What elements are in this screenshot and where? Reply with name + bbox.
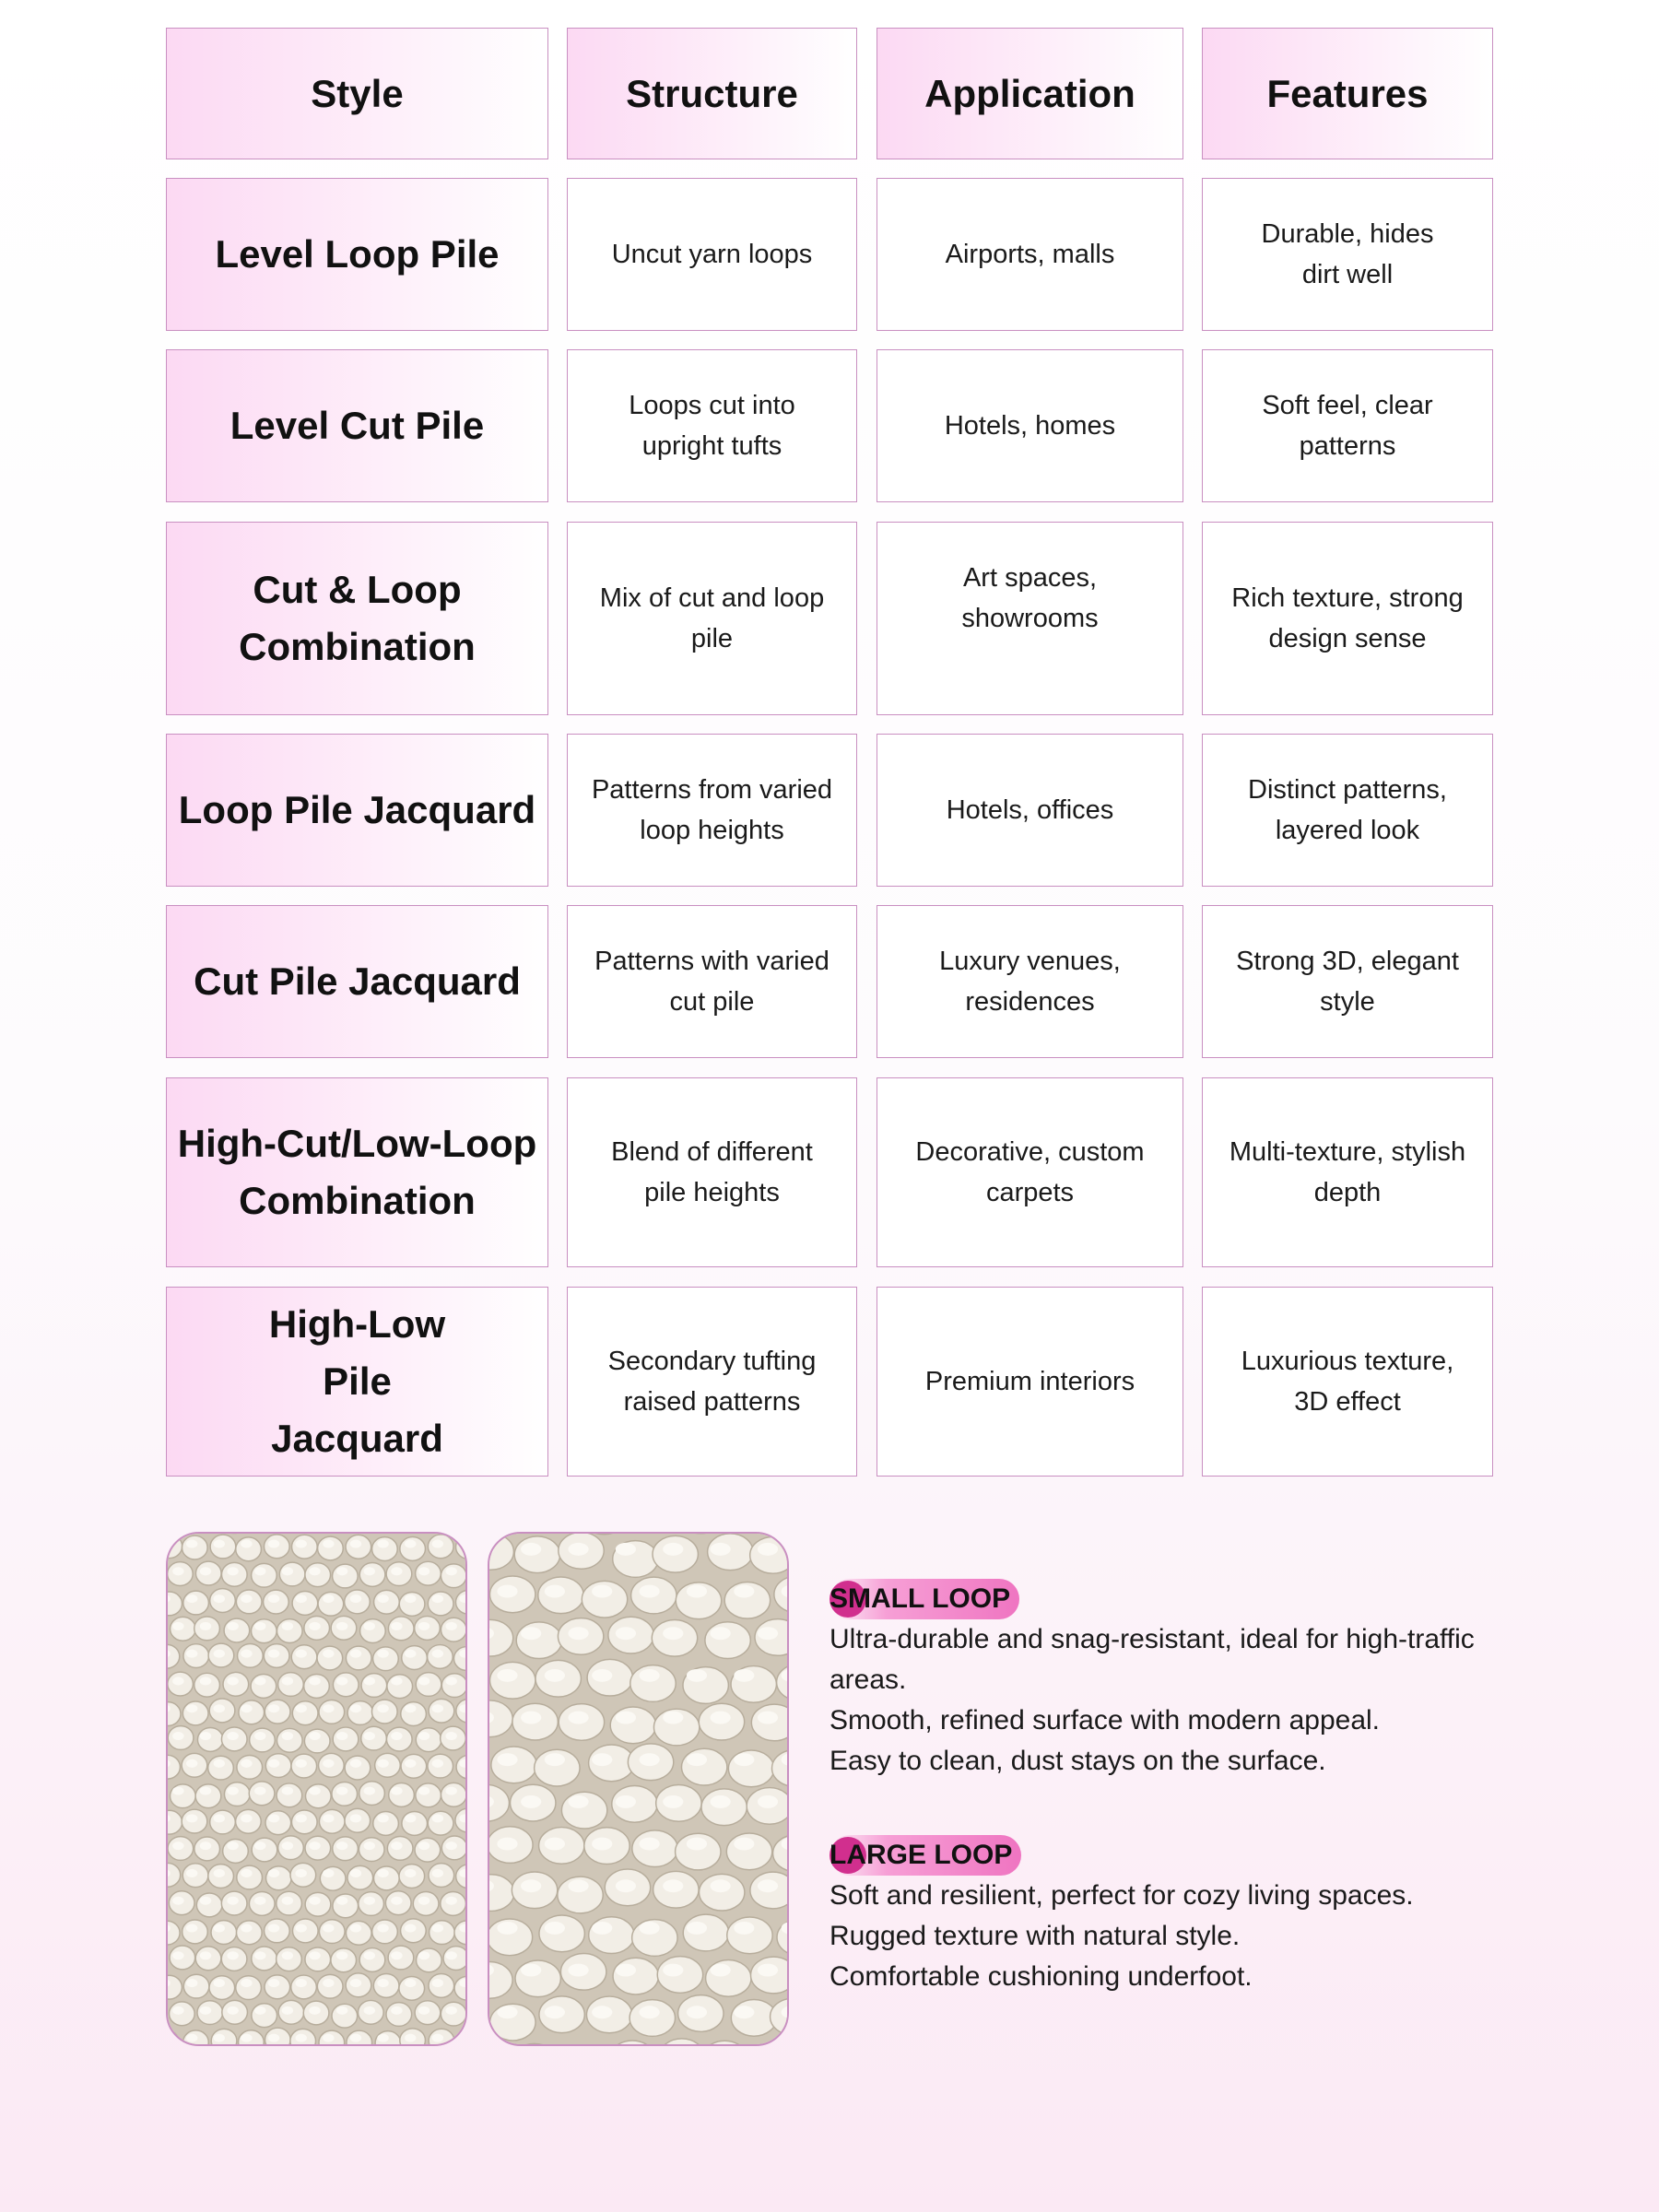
row-style: High-Low Pile Jacquard [166,1287,548,1477]
row-style: Level Cut Pile [166,349,548,502]
large-loop-texture [489,1534,787,2044]
row-structure: Blend of different pile heights [567,1077,857,1267]
large-loop-line: Rugged texture with natural style. [830,1921,1241,1951]
large-loop-line: Soft and resilient, perfect for cozy living spaces. [830,1880,1414,1911]
row-features: Distinct patterns, layered look [1202,734,1493,887]
row-features: Multi-texture, stylish depth [1202,1077,1493,1267]
row-structure: Patterns from varied loop heights [567,734,857,887]
large-loop-line: Comfortable cushioning underfoot. [830,1961,1253,1992]
row-style: High-Cut/Low-Loop Combination [166,1077,548,1267]
large-loop-swatch-image [488,1532,789,2046]
small-loop-title: SMALL LOOP [830,1583,1011,1614]
small-loop-line: Ultra-durable and snag-resistant, ideal for high-traffic areas. [830,1624,1475,1695]
row-application: Premium interiors [877,1287,1183,1477]
row-features: Soft feel, clear patterns [1202,349,1493,502]
small-loop-line: Easy to clean, dust stays on the surface. [830,1746,1326,1776]
header-style: Style [166,28,548,159]
row-features: Durable, hides dirt well [1202,178,1493,331]
row-application: Hotels, offices [877,734,1183,887]
large-loop-info [830,1835,1512,1997]
small-loop-texture [168,1534,465,2044]
row-structure: Secondary tufting raised patterns [567,1287,857,1477]
row-application: Luxury venues, residences [877,905,1183,1058]
row-features: Strong 3D, elegant style [1202,905,1493,1058]
row-features: Luxurious texture, 3D effect [1202,1287,1493,1477]
row-application: Decorative, custom carpets [877,1077,1183,1267]
row-structure: Loops cut into upright tufts [567,349,857,502]
row-style: Loop Pile Jacquard [166,734,548,887]
row-structure: Mix of cut and loop pile [567,522,857,715]
row-structure: Uncut yarn loops [567,178,857,331]
small-loop-line: Smooth, refined surface with modern appeal. [830,1705,1380,1735]
large-loop-tag [830,1835,1021,1876]
header-features: Features [1202,28,1493,159]
header-structure: Structure [567,28,857,159]
row-style: Level Loop Pile [166,178,548,331]
row-style: Cut Pile Jacquard [166,905,548,1058]
row-structure: Patterns with varied cut pile [567,905,857,1058]
row-application: Airports, malls [877,178,1183,331]
small-loop-tag [830,1579,1019,1619]
row-application: Art spaces, showrooms [877,522,1183,715]
small-loop-swatch-image [166,1532,467,2046]
row-application: Hotels, homes [877,349,1183,502]
header-application: Application [877,28,1183,159]
small-loop-info [830,1579,1512,1782]
large-loop-title: LARGE LOOP [830,1840,1013,1870]
row-features: Rich texture, strong design sense [1202,522,1493,715]
row-style: Cut & Loop Combination [166,522,548,715]
